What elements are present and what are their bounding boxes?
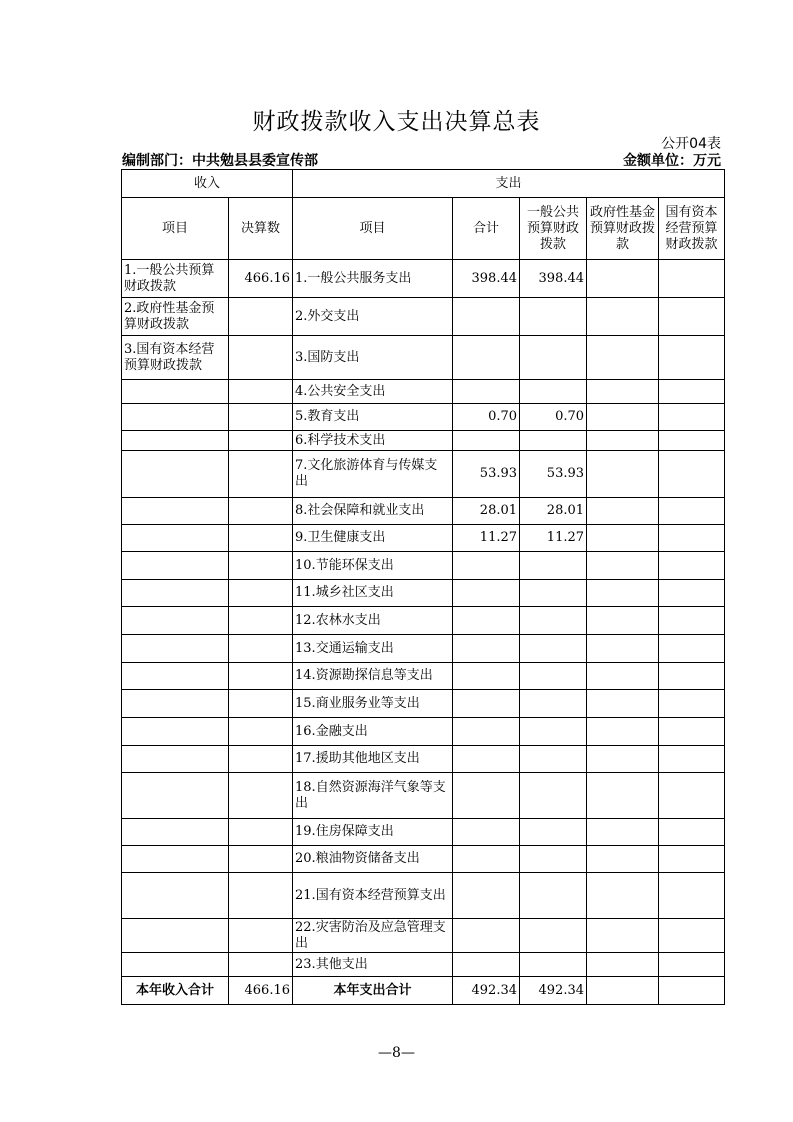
expense-total-cell <box>453 773 520 819</box>
expense-item-cell: 18.自然资源海洋气象等支出 <box>293 773 453 819</box>
expense-item-cell: 6.科学技术支出 <box>293 431 453 451</box>
expense-total-cell <box>453 746 520 773</box>
fund-budget-cell <box>587 746 659 773</box>
table-row <box>122 336 725 380</box>
table-row <box>122 431 725 451</box>
state-capital-cell <box>659 635 725 663</box>
table-row <box>122 552 725 580</box>
income-total-amount: 466.16 <box>229 977 293 1005</box>
income-amount-cell <box>229 451 293 498</box>
state-capital-header: 国有资本经营预算财政拨款 <box>659 198 725 260</box>
fund-budget-cell <box>587 919 659 953</box>
income-header: 收入 <box>122 170 293 198</box>
expense-total-cell <box>453 873 520 919</box>
income-item-cell <box>122 607 229 635</box>
income-amount-cell <box>229 298 293 336</box>
income-item-cell <box>122 525 229 552</box>
fund-budget-cell <box>587 260 659 298</box>
income-item-cell <box>122 552 229 580</box>
expense-total-cell <box>453 607 520 635</box>
general-budget-cell <box>520 718 587 746</box>
income-item-cell: 1.一般公共预算财政拨款 <box>122 260 229 298</box>
expense-item-cell: 17.援助其他地区支出 <box>293 746 453 773</box>
state-capital-cell <box>659 773 725 819</box>
income-item-cell <box>122 846 229 873</box>
general-budget-cell <box>520 298 587 336</box>
income-amount-cell <box>229 746 293 773</box>
table-row <box>122 746 725 773</box>
page-number: —8— <box>378 1045 415 1061</box>
expense-total-cell: 0.70 <box>453 404 520 431</box>
state-capital-cell <box>659 580 725 607</box>
expense-item-cell: 8.社会保障和就业支出 <box>293 498 453 525</box>
amount-unit: 金额单位：万元 <box>623 153 721 169</box>
expense-total-cell <box>453 819 520 846</box>
state-capital-cell <box>659 718 725 746</box>
table-row <box>122 773 725 819</box>
expense-total-cell <box>453 431 520 451</box>
expense-total-cell: 53.93 <box>453 451 520 498</box>
income-total-label: 本年收入合计 <box>122 977 229 1005</box>
income-amount-cell <box>229 690 293 718</box>
income-item-cell <box>122 498 229 525</box>
fund-budget-cell <box>587 690 659 718</box>
expense-total-cell <box>453 718 520 746</box>
general-budget-cell <box>520 635 587 663</box>
income-item-cell <box>122 380 229 404</box>
totals-row <box>122 977 725 1005</box>
income-amount-cell <box>229 919 293 953</box>
table-row <box>122 718 725 746</box>
table-row <box>122 451 725 498</box>
income-amount-cell: 466.16 <box>229 260 293 298</box>
expense-item-cell: 9.卫生健康支出 <box>293 525 453 552</box>
general-budget-cell: 11.27 <box>520 525 587 552</box>
fund-budget-cell <box>587 404 659 431</box>
state-capital-cell <box>659 552 725 580</box>
income-item-cell <box>122 718 229 746</box>
income-item-cell <box>122 663 229 690</box>
fund-budget-cell <box>587 498 659 525</box>
general-budget-cell: 28.01 <box>520 498 587 525</box>
income-amount-cell <box>229 380 293 404</box>
state-capital-cell <box>659 873 725 919</box>
state-capital-cell <box>659 431 725 451</box>
expense-item-cell: 11.城乡社区支出 <box>293 580 453 607</box>
income-item-cell <box>122 746 229 773</box>
table-row <box>122 919 725 953</box>
state-capital-cell <box>659 498 725 525</box>
general-budget-cell <box>520 873 587 919</box>
state-capital-cell <box>659 525 725 552</box>
table-row <box>122 819 725 846</box>
final-accounts-table <box>121 169 725 1005</box>
expense-item-cell: 7.文化旅游体育与传媒支出 <box>293 451 453 498</box>
table-row <box>122 260 725 298</box>
table-row <box>122 298 725 336</box>
state-capital-cell <box>659 451 725 498</box>
expense-item-cell: 5.教育支出 <box>293 404 453 431</box>
expense-item-cell: 22.灾害防治及应急管理支出 <box>293 919 453 953</box>
income-item-cell <box>122 819 229 846</box>
state-capital-cell <box>659 380 725 404</box>
expense-item-cell: 2.外交支出 <box>293 298 453 336</box>
fund-budget-cell <box>587 298 659 336</box>
table-row <box>122 525 725 552</box>
income-amount-cell <box>229 525 293 552</box>
table-row <box>122 380 725 404</box>
table-row <box>122 580 725 607</box>
expense-item-header: 项目 <box>293 198 453 260</box>
fund-budget-cell <box>587 336 659 380</box>
expense-item-cell: 4.公共安全支出 <box>293 380 453 404</box>
expense-item-cell: 23.其他支出 <box>293 953 453 977</box>
general-budget-cell <box>520 580 587 607</box>
table-code: 公开04表 <box>661 136 721 152</box>
income-item-cell <box>122 919 229 953</box>
general-budget-cell <box>520 919 587 953</box>
fund-budget-cell <box>587 953 659 977</box>
expense-item-cell: 19.住房保障支出 <box>293 819 453 846</box>
general-budget-cell <box>520 773 587 819</box>
expense-total-label: 本年支出合计 <box>293 977 453 1005</box>
fund-budget-cell <box>587 580 659 607</box>
income-item-cell: 2.政府性基金预算财政拨款 <box>122 298 229 336</box>
general-budget-total: 492.34 <box>520 977 587 1005</box>
income-item-cell <box>122 404 229 431</box>
income-item-cell <box>122 431 229 451</box>
state-capital-cell <box>659 607 725 635</box>
expense-item-cell: 10.节能环保支出 <box>293 552 453 580</box>
expense-total-cell: 11.27 <box>453 525 520 552</box>
income-item-cell <box>122 580 229 607</box>
table-row <box>122 690 725 718</box>
expense-item-cell: 12.农林水支出 <box>293 607 453 635</box>
income-amount-cell <box>229 431 293 451</box>
state-capital-cell <box>659 336 725 380</box>
expense-total-cell <box>453 336 520 380</box>
expense-header: 支出 <box>293 170 725 198</box>
fund-budget-cell <box>587 873 659 919</box>
income-amount-cell <box>229 498 293 525</box>
expense-item-cell: 1.一般公共服务支出 <box>293 260 453 298</box>
income-amount-cell <box>229 336 293 380</box>
fund-budget-cell <box>587 431 659 451</box>
expense-grand-total: 492.34 <box>453 977 520 1005</box>
expense-total-cell <box>453 690 520 718</box>
general-budget-cell <box>520 607 587 635</box>
income-amount-cell <box>229 607 293 635</box>
income-item-cell <box>122 451 229 498</box>
expense-item-cell: 15.商业服务业等支出 <box>293 690 453 718</box>
general-budget-cell: 0.70 <box>520 404 587 431</box>
expense-total-cell <box>453 635 520 663</box>
fund-budget-cell <box>587 773 659 819</box>
table-row <box>122 498 725 525</box>
income-amount-cell <box>229 635 293 663</box>
general-budget-header: 一般公共预算财政拨款 <box>520 198 587 260</box>
state-capital-cell <box>659 819 725 846</box>
table-row <box>122 663 725 690</box>
state-capital-cell <box>659 404 725 431</box>
expense-total-cell <box>453 380 520 404</box>
expense-total-cell <box>453 919 520 953</box>
table-row <box>122 404 725 431</box>
fund-budget-cell <box>587 380 659 404</box>
compiling-department: 编制部门：中共勉县县委宣传部 <box>122 153 318 169</box>
income-item-cell <box>122 690 229 718</box>
general-budget-cell <box>520 431 587 451</box>
table-row <box>122 873 725 919</box>
expense-item-cell: 3.国防支出 <box>293 336 453 380</box>
income-item-header: 项目 <box>122 198 229 260</box>
state-capital-cell <box>659 298 725 336</box>
state-capital-total <box>659 977 725 1005</box>
expense-item-cell: 13.交通运输支出 <box>293 635 453 663</box>
table-row <box>122 607 725 635</box>
general-budget-cell <box>520 819 587 846</box>
state-capital-cell <box>659 663 725 690</box>
expense-total-cell <box>453 552 520 580</box>
fund-budget-cell <box>587 718 659 746</box>
fund-budget-header: 政府性基金预算财政拨款 <box>587 198 659 260</box>
income-amount-cell <box>229 404 293 431</box>
general-budget-cell <box>520 380 587 404</box>
expense-total-cell <box>453 953 520 977</box>
general-budget-cell: 53.93 <box>520 451 587 498</box>
expense-total-header: 合计 <box>453 198 520 260</box>
income-item-cell: 3.国有资本经营预算财政拨款 <box>122 336 229 380</box>
expense-total-cell: 28.01 <box>453 498 520 525</box>
income-amount-cell <box>229 819 293 846</box>
fund-budget-cell <box>587 552 659 580</box>
income-amount-cell <box>229 773 293 819</box>
general-budget-cell <box>520 663 587 690</box>
income-item-cell <box>122 773 229 819</box>
general-budget-cell <box>520 336 587 380</box>
general-budget-cell <box>520 690 587 718</box>
fund-budget-cell <box>587 635 659 663</box>
general-budget-cell <box>520 846 587 873</box>
income-amount-cell <box>229 580 293 607</box>
table-row <box>122 635 725 663</box>
table-row <box>122 953 725 977</box>
expense-item-cell: 14.资源勘探信息等支出 <box>293 663 453 690</box>
expense-total-cell <box>453 580 520 607</box>
expense-item-cell: 20.粮油物资储备支出 <box>293 846 453 873</box>
general-budget-cell <box>520 746 587 773</box>
fund-budget-cell <box>587 663 659 690</box>
expense-total-cell <box>453 846 520 873</box>
fund-budget-cell <box>587 607 659 635</box>
table-row <box>122 846 725 873</box>
expense-total-cell <box>453 663 520 690</box>
income-amount-cell <box>229 953 293 977</box>
state-capital-cell <box>659 919 725 953</box>
state-capital-cell <box>659 746 725 773</box>
income-amount-cell <box>229 552 293 580</box>
state-capital-cell <box>659 953 725 977</box>
expense-total-cell <box>453 298 520 336</box>
income-amount-cell <box>229 718 293 746</box>
page-title: 财政拨款收入支出决算总表 <box>252 109 541 135</box>
general-budget-cell <box>520 953 587 977</box>
expense-total-cell: 398.44 <box>453 260 520 298</box>
fund-budget-cell <box>587 525 659 552</box>
income-amount-cell <box>229 873 293 919</box>
fund-budget-cell <box>587 451 659 498</box>
fund-budget-cell <box>587 846 659 873</box>
state-capital-cell <box>659 260 725 298</box>
income-item-cell <box>122 873 229 919</box>
income-amount-header: 决算数 <box>229 198 293 260</box>
income-amount-cell <box>229 663 293 690</box>
expense-item-cell: 21.国有资本经营预算支出 <box>293 873 453 919</box>
fund-budget-cell <box>587 819 659 846</box>
state-capital-cell <box>659 846 725 873</box>
general-budget-cell: 398.44 <box>520 260 587 298</box>
income-item-cell <box>122 635 229 663</box>
general-budget-cell <box>520 552 587 580</box>
income-item-cell <box>122 953 229 977</box>
fund-budget-total <box>587 977 659 1005</box>
income-amount-cell <box>229 846 293 873</box>
expense-item-cell: 16.金融支出 <box>293 718 453 746</box>
state-capital-cell <box>659 690 725 718</box>
